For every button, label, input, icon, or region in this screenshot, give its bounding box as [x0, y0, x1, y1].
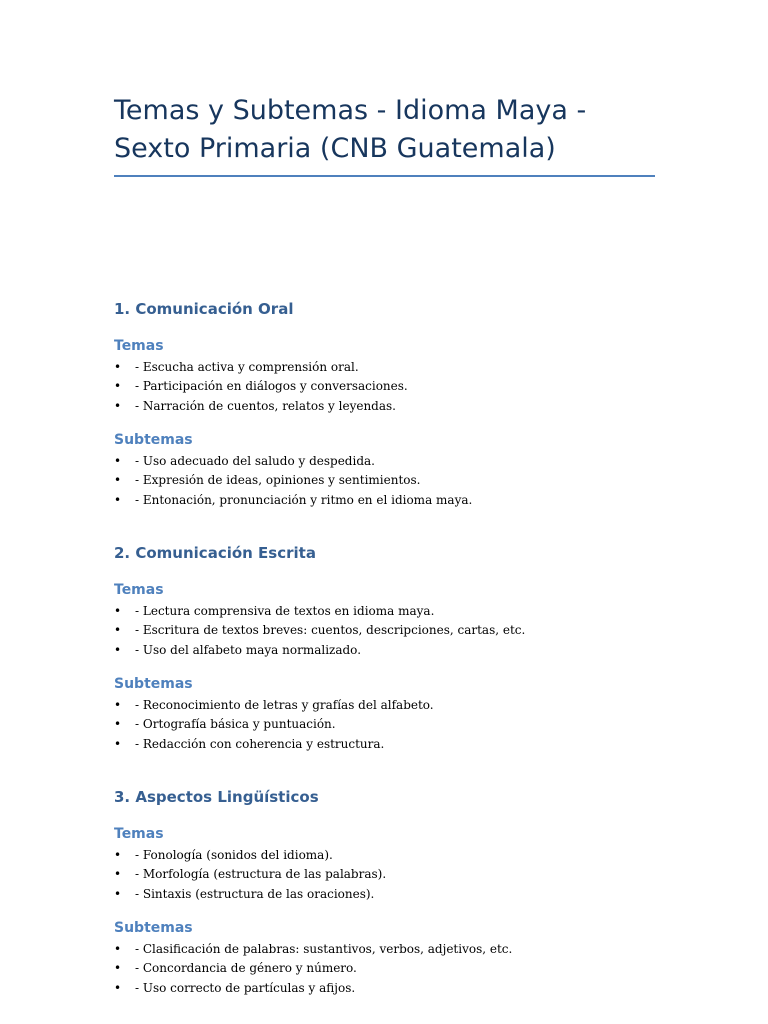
- subtemas-heading: Subtemas: [114, 676, 193, 692]
- section-heading: 2. Comunicación Escrita: [114, 544, 316, 562]
- temas-heading: Temas: [114, 338, 164, 354]
- bullet-icon: •: [114, 623, 122, 638]
- subtemas-heading: Subtemas: [114, 432, 193, 448]
- list-item: [114, 940, 512, 959]
- bullet-icon: •: [114, 360, 122, 374]
- bullet-icon: •: [114, 454, 122, 468]
- bullet-icon: •: [114, 492, 122, 507]
- temas-list: [114, 846, 386, 904]
- list-item-text: - Concordancia de género y número.: [135, 961, 357, 976]
- bullet-icon: •: [114, 980, 122, 995]
- section-heading: 1. Comunicación Oral: [114, 300, 294, 318]
- list-item-text: - Sintaxis (estructura de las oraciones).: [135, 886, 375, 901]
- list-item: [114, 358, 408, 377]
- list-item: [114, 471, 472, 490]
- list-item: [114, 959, 512, 978]
- list-item-text: - Morfología (estructura de las palabras).: [135, 867, 387, 882]
- list-item: [114, 452, 472, 471]
- bullet-icon: •: [114, 642, 122, 657]
- list-item-text: - Uso adecuado del saludo y despedida.: [135, 454, 375, 468]
- list-item: [114, 735, 434, 754]
- document-title-line-1: Temas y Subtemas - Idioma Maya -: [114, 95, 587, 126]
- bullet-icon: •: [114, 848, 122, 862]
- subtemas-list: [114, 696, 434, 754]
- bullet-icon: •: [114, 717, 122, 732]
- bullet-icon: •: [114, 942, 122, 956]
- list-item-text: - Escucha activa y comprensión oral.: [135, 360, 359, 374]
- list-item-text: - Reconocimiento de letras y grafías del alfabeto.: [135, 698, 434, 712]
- document-title-line-2: Sexto Primaria (CNB Guatemala): [114, 133, 556, 164]
- list-item-text: - Clasificación de palabras: sustantivos, verbos, adjetivos, etc.: [135, 942, 513, 956]
- list-item: [114, 397, 408, 416]
- list-item-text: - Fonología (sonidos del idioma).: [135, 848, 333, 862]
- temas-list: [114, 602, 525, 660]
- list-item: [114, 377, 408, 396]
- bullet-icon: •: [114, 961, 122, 976]
- list-item: [114, 885, 386, 904]
- list-item: [114, 696, 434, 715]
- list-item-text: - Ortografía básica y puntuación.: [135, 717, 336, 732]
- list-item: [114, 865, 386, 884]
- list-item-text: - Entonación, pronunciación y ritmo en el idioma maya.: [135, 492, 473, 507]
- bullet-icon: •: [114, 886, 122, 901]
- list-item: [114, 715, 434, 734]
- list-item: [114, 979, 512, 998]
- list-item: [114, 846, 386, 865]
- subtemas-list: [114, 452, 472, 510]
- subtemas-heading: Subtemas: [114, 920, 193, 936]
- bullet-icon: •: [114, 473, 122, 488]
- section-heading: 3. Aspectos Lingüísticos: [114, 788, 319, 806]
- bullet-icon: •: [114, 736, 122, 751]
- temas-heading: Temas: [114, 582, 164, 598]
- list-item-text: - Uso correcto de partículas y afijos.: [135, 980, 356, 995]
- bullet-icon: •: [114, 867, 122, 882]
- temas-list: [114, 358, 408, 416]
- document-page: [114, 92, 655, 995]
- list-item: [114, 621, 525, 640]
- bullet-icon: •: [114, 698, 122, 712]
- list-item-text: - Expresión de ideas, opiniones y sentimientos.: [135, 473, 421, 488]
- list-item-text: - Redacción con coherencia y estructura.: [135, 736, 385, 751]
- list-item-text: - Uso del alfabeto maya normalizado.: [135, 642, 362, 657]
- list-item: [114, 602, 525, 621]
- list-item-text: - Narración de cuentos, relatos y leyendas.: [135, 398, 396, 413]
- bullet-icon: •: [114, 398, 122, 413]
- list-item: [114, 641, 525, 660]
- list-item-text: - Escritura de textos breves: cuentos, descripciones, cartas, etc.: [135, 623, 526, 638]
- list-item-text: - Participación en diálogos y conversaciones.: [135, 379, 408, 394]
- subtemas-list: [114, 940, 512, 998]
- bullet-icon: •: [114, 379, 122, 394]
- list-item-text: - Lectura comprensiva de textos en idioma maya.: [135, 604, 435, 618]
- temas-heading: Temas: [114, 826, 164, 842]
- document-title: [114, 92, 655, 177]
- bullet-icon: •: [114, 604, 122, 618]
- list-item: [114, 491, 472, 510]
